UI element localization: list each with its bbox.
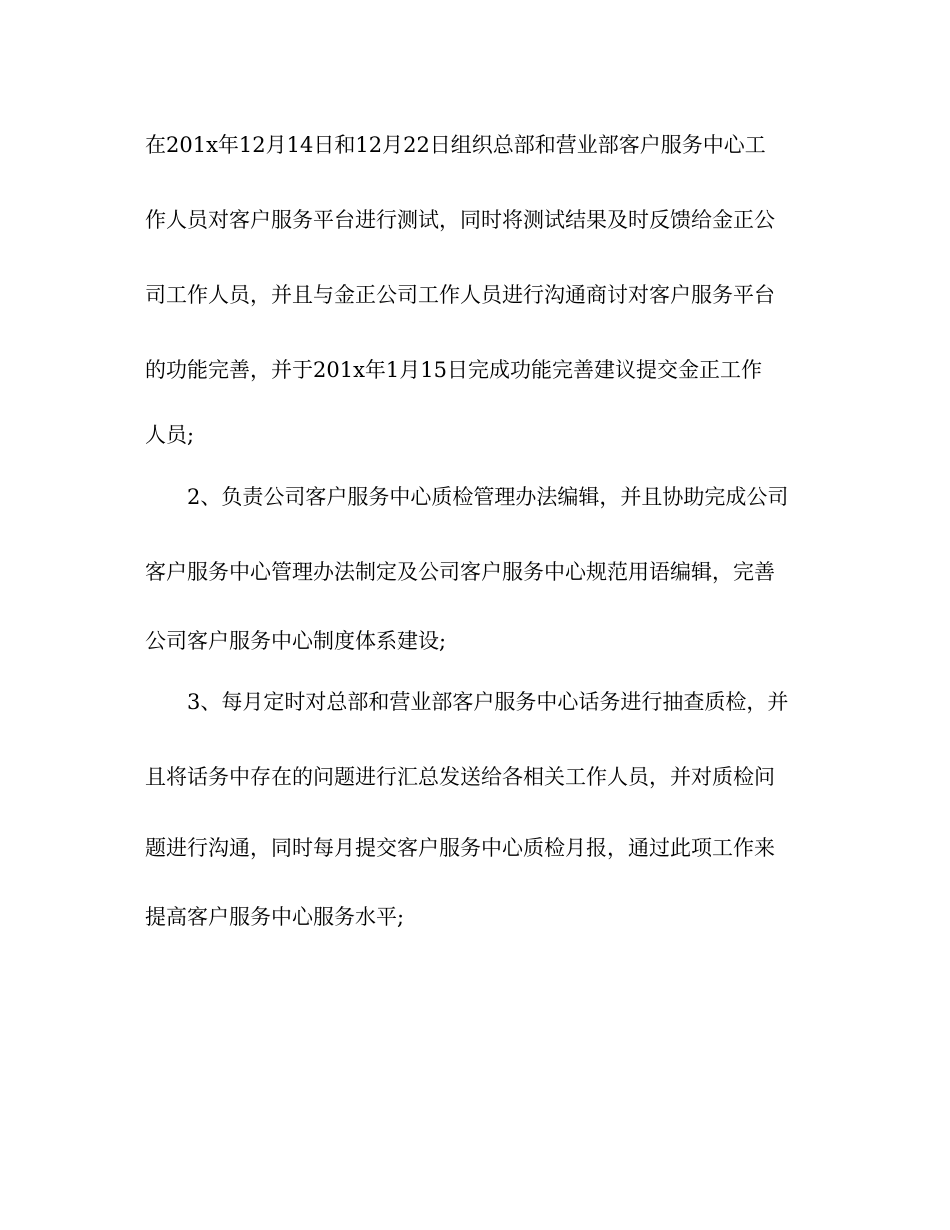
paragraph-1-line-2: 作人员对客户服务平台进行测试，同时将测试结果及时反馈给金正公 — [145, 208, 775, 232]
paragraph-2-line-1: 2、负责公司客户服务中心质检管理办法编辑，并且协助完成公司 — [187, 485, 789, 509]
paragraph-1-line-1: 在201x年12月14日和12月22日组织总部和营业部客户服务中心工 — [145, 133, 766, 157]
paragraph-2-line-2: 客户服务中心管理办法制定及公司客户服务中心规范用语编辑，完善 — [145, 560, 775, 584]
paragraph-1-line-3: 司工作人员，并且与金正公司工作人员进行沟通商讨对客户服务平台 — [145, 283, 775, 307]
paragraph-3-line-1: 3、每月定时对总部和营业部客户服务中心话务进行抽查质检，并 — [187, 690, 789, 714]
paragraph-1-line-5: 人员; — [145, 423, 195, 447]
paragraph-3-line-3: 题进行沟通，同时每月提交客户服务中心质检月报，通过此项工作来 — [145, 836, 775, 860]
paragraph-3-line-2: 且将话务中存在的问题进行汇总发送给各相关工作人员，并对质检问 — [145, 765, 775, 789]
paragraph-1-line-4: 的功能完善，并于201x年1月15日完成功能完善建议提交金正工作 — [145, 358, 763, 382]
paragraph-3-line-4: 提高客户服务中心服务水平; — [145, 905, 405, 929]
paragraph-2-line-3: 公司客户服务中心制度体系建设; — [145, 629, 447, 653]
